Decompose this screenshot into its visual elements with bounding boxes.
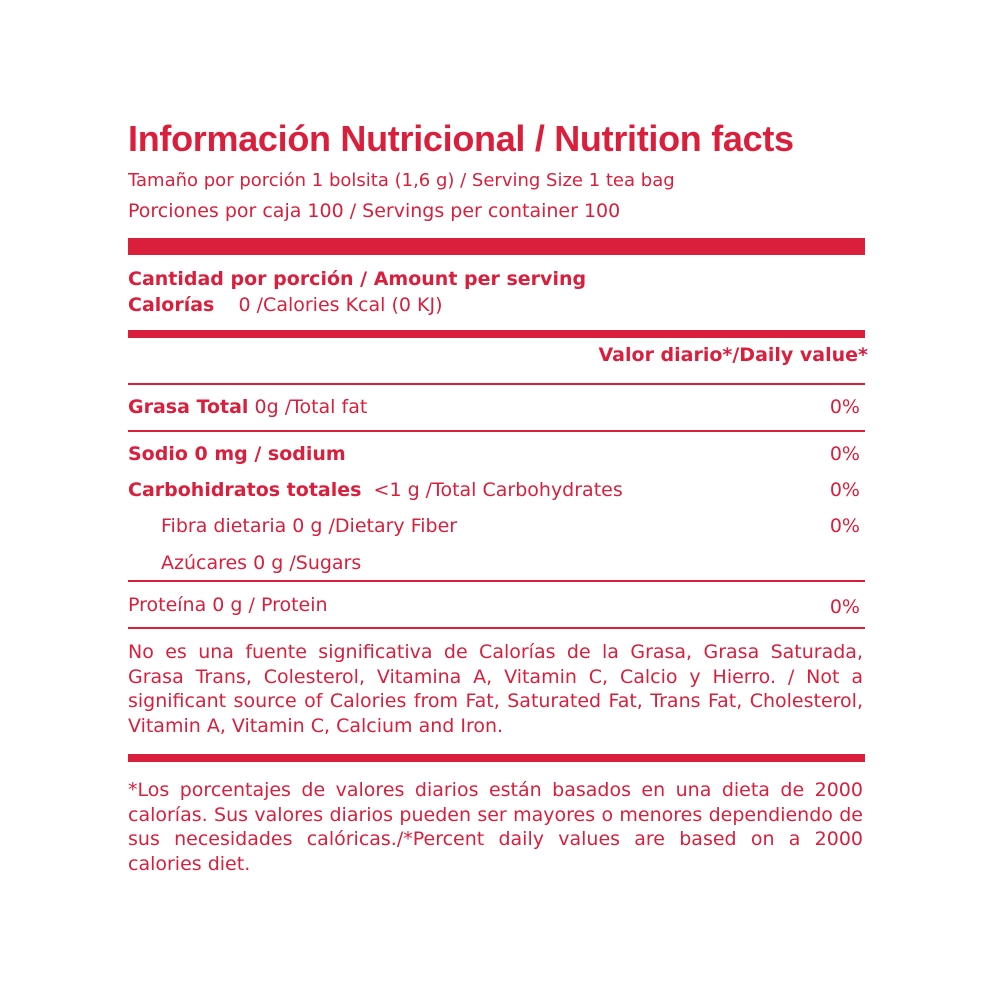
nutrient-dv: 0% <box>829 515 860 537</box>
nutrient-row-carbohydrates <box>128 479 623 501</box>
calories-row <box>128 294 442 316</box>
row-divider <box>128 383 865 385</box>
nutrient-dv: 0% <box>829 443 860 465</box>
nutrient-row-protein: Proteína 0 g / Protein <box>128 594 328 616</box>
nutrient-name: Carbohidratos totales <box>128 479 362 501</box>
amount-per-serving-heading: Cantidad por porción / Amount per serving <box>128 268 587 290</box>
medium-divider <box>128 754 865 762</box>
label-title: Información Nutricional / Nutrition facts <box>128 118 794 159</box>
nutrient-dv: 0% <box>829 479 860 501</box>
nutrient-name: Grasa Total <box>128 396 249 418</box>
nutrient-row-fiber: Fibra dietaria 0 g /Dietary Fiber <box>161 515 458 537</box>
daily-value-footnote: *Los porcentajes de valores diarios están basados en una dieta de 2000 calorías. Sus valores diarios pueden ser mayores o menores dependiendo de sus necesidades calóricas./*Percent daily values are based on a 2000 calories diet. <box>128 779 863 875</box>
row-divider <box>128 580 865 582</box>
nutrient-dv: 0% <box>829 396 860 418</box>
row-divider <box>128 627 865 629</box>
serving-size: Tamaño por porción 1 bolsita (1,6 g) / Serving Size 1 tea bag <box>128 170 675 191</box>
nutrient-amount: <1 g /Total Carbohydrates <box>373 479 623 501</box>
daily-value-header: Valor diario*/Daily value* <box>598 344 868 366</box>
thick-divider <box>128 238 865 255</box>
nutrient-dv: 0% <box>829 596 860 618</box>
medium-divider <box>128 330 865 338</box>
row-divider <box>128 430 865 432</box>
servings-per-container: Porciones por caja 100 / Servings per container 100 <box>128 200 621 222</box>
nutrient-row-total-fat <box>128 396 367 418</box>
nutrient-amount: 0g /Total fat <box>254 396 368 418</box>
not-significant-note: No es una fuente significativa de Calorías de la Grasa, Grasa Saturada, Grasa Trans, Colesterol, Vitamina A, Vitamin C, Calcio y Hierro. / Not a significant source of Calories from Fat, Saturated Fat, Trans Fat, Cholesterol, Vitamin A, Vitamin C, Calcium and Iron. <box>128 641 863 737</box>
nutrient-row-sugars: Azúcares 0 g /Sugars <box>161 552 362 574</box>
calories-label: Calorías <box>128 294 215 316</box>
calories-value: 0 /Calories Kcal (0 KJ) <box>238 294 443 316</box>
nutrient-row-sodium: Sodio 0 mg / sodium <box>128 443 346 465</box>
